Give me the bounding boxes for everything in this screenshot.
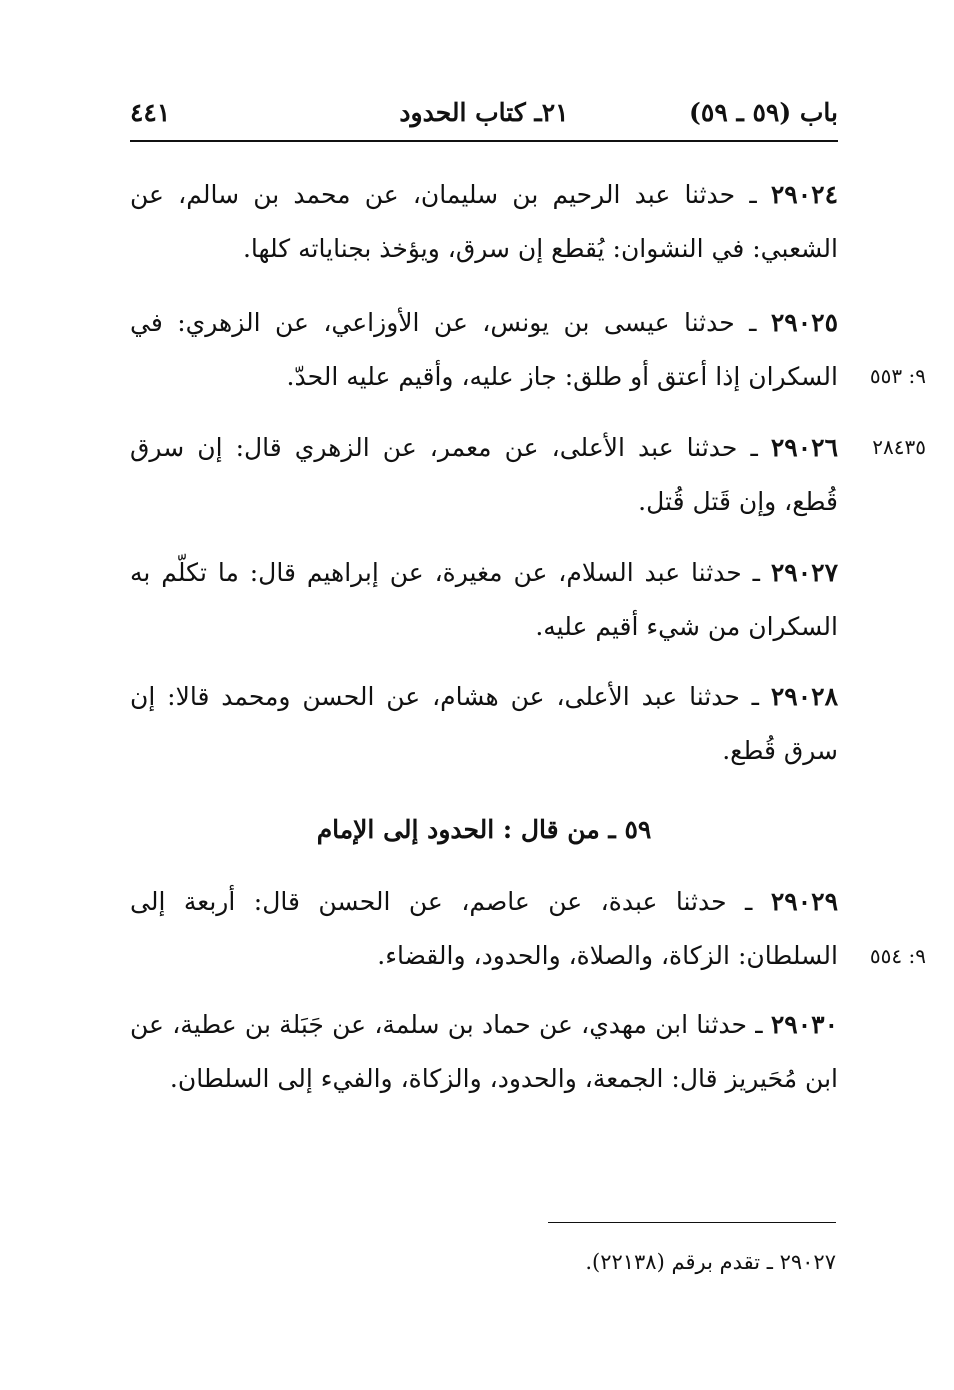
page-number: ٤٤١ xyxy=(130,98,171,127)
hadith-number: ٢٩٠٢٧ xyxy=(770,558,838,587)
hadith-text: ـ حدثنا عبدة، عن عاصم، عن الحسن قال: أربعة إلى السلطان: الزكاة، والصلاة، والحدود، والقضاء. xyxy=(130,887,838,970)
hadith-number: ٢٩٠٢٩ xyxy=(770,887,838,916)
hadith-number: ٢٩٠٣٠ xyxy=(770,1010,838,1039)
footnote-rule xyxy=(548,1222,836,1223)
hadith-entry-29029 xyxy=(130,875,838,983)
hadith-number: ٢٩٠٢٦ xyxy=(770,433,838,462)
hadith-text: ـ حدثنا عبد الرحيم بن سليمان، عن محمد بن سالم، عن الشعبي: في النشوان: يُقطع إن سرق، ويؤخذ بجناياته كلها. xyxy=(130,180,838,263)
hadith-entry-29027 xyxy=(130,546,838,654)
margin-reference: ٢٨٤٣٥ xyxy=(872,435,926,459)
margin-reference: ٩: ٥٥٤ xyxy=(869,944,926,968)
hadith-entry-29030 xyxy=(130,998,838,1106)
header-rule xyxy=(130,140,838,142)
hadith-number: ٢٩٠٢٥ xyxy=(770,308,838,337)
hadith-text: ـ حدثنا عبد السلام، عن مغيرة، عن إبراهيم قال: ما تكلّم به السكران من شيء أقيم عليه. xyxy=(130,558,838,641)
hadith-entry-29025 xyxy=(130,296,838,404)
hadith-entry-29026 xyxy=(130,421,838,529)
running-head xyxy=(130,92,838,136)
hadith-text: ـ حدثنا عبد الأعلى، عن معمر، عن الزهري قال: إن سرق قُطع، وإن قَتل قُتل. xyxy=(130,433,838,516)
margin-reference: ٩: ٥٥٣ xyxy=(869,364,926,388)
hadith-text: ـ حدثنا عيسى بن يونس، عن الأوزاعي، عن الزهري: في السكران إذا أعتق أو طلق: جاز عليه، وأقيم عليه الحدّ. xyxy=(130,308,838,391)
hadith-number: ٢٩٠٢٨ xyxy=(770,682,838,711)
footnote: ٢٩٠٢٧ ـ تقدم برقم (٢٢١٣٨). xyxy=(585,1250,836,1274)
hadith-entry-29024 xyxy=(130,168,838,276)
section-heading: ٥٩ ـ من قال : الحدود إلى الإمام xyxy=(316,815,652,844)
hadith-number: ٢٩٠٢٤ xyxy=(770,180,838,209)
hadith-text: ـ حدثنا ابن مهدي، عن حماد بن سلمة، عن جَبَلة بن عطية، عن ابن مُحَيريز قال: الجمعة، والحدود، والزكاة، والفيء إلى السلطان. xyxy=(130,1010,838,1093)
hadith-entry-29028 xyxy=(130,670,838,778)
book-title: ٢١ـ كتاب الحدود xyxy=(399,98,569,127)
hadith-text: ـ حدثنا عبد الأعلى، عن هشام، عن الحسن ومحمد قالا: إن سرق قُطع. xyxy=(130,682,838,765)
chapter-range: باب (٥٩ ـ ٥٩) xyxy=(689,98,838,127)
